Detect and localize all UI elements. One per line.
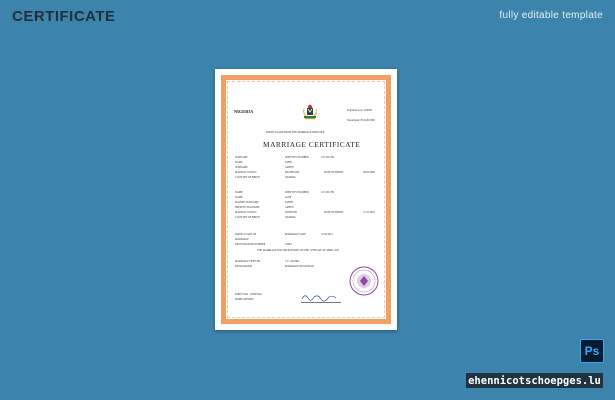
certificate-border [221, 75, 391, 324]
groom-dob-value: 09/03/1990 [363, 171, 375, 174]
officer-value: J. E. OKORO [285, 260, 300, 263]
certificate-content [231, 85, 381, 314]
bride-maiden-value: SMITH [285, 201, 294, 204]
home-affairs-label: HOME AFFAIRS [235, 298, 254, 301]
groom-row-key: IDENTITY NUMBER [285, 156, 309, 159]
groom-status-value: BACHELOR [285, 171, 299, 174]
certificate-title: MARRIAGE CERTIFICATE [263, 140, 361, 149]
watermark-label: ehennicotschoepges.lu [466, 373, 603, 388]
bride-status-value: SPINSTER [285, 211, 297, 214]
groom-country-value: NIGERIA [285, 176, 296, 179]
bride-surname-label: PRESENT SURNAME [235, 206, 260, 209]
bride-row-label: NAME [235, 191, 243, 194]
certificate-sheet [215, 69, 397, 330]
bride-country-label: COUNTRY OF BIRTH [235, 216, 260, 219]
signature-icon [301, 292, 337, 302]
marriage-label: MARRIAGE [235, 238, 249, 241]
page-title: CERTIFICATE [12, 8, 116, 25]
department-number: Department: ECZ2019388 [347, 119, 375, 122]
bride-name-label: NAME [235, 196, 243, 199]
registration-label: REGISTRATION NUMBER [235, 243, 266, 246]
official-seal-icon [349, 266, 379, 296]
signature-line [301, 302, 341, 303]
bride-maiden-label: MAIDEN SURNAME [235, 201, 259, 204]
bride-status-label: MARITAL STATUS [235, 211, 257, 214]
particulars-label: PARTICULARS OF [235, 233, 257, 236]
bride-surname-value: GREEN [285, 206, 294, 209]
groom-surname-value: GREEN [285, 166, 294, 169]
photoshop-icon: Ps [580, 339, 604, 363]
bride-dob-label: DATE OF BIRTH [324, 211, 343, 214]
page-subtitle: fully editable template [499, 10, 603, 21]
bride-name-value: JANE [285, 196, 292, 199]
officer-label: MARRIAGE OFFICER [235, 260, 261, 263]
designation-label: DESIGNATION [235, 265, 253, 268]
director-general-label: DIRECTOR - GENERAL [235, 293, 263, 296]
groom-surname-label: SURNAME [235, 166, 248, 169]
groom-country-label: COUNTRY OF BIRTH [235, 176, 260, 179]
registered-statement: THE MARRIAGE WAS REGISTERED ON THE 12TH DAY OF APRIL 2021 [257, 249, 340, 252]
marriage-date-value: 12/04/2021 [321, 233, 333, 236]
groom-name-label: NAME [235, 161, 243, 164]
bride-country-value: NIGERIA [285, 216, 296, 219]
register-reference: PARTICULARS FROM THE MARRIAGE REGISTER [266, 131, 325, 134]
groom-name-value: JOHN [285, 161, 292, 164]
marriage-date-label: MARRIAGE DATE [285, 233, 307, 236]
bride-row-value: 123 456 789 [321, 191, 334, 194]
groom-row-value: 123 456 789 [321, 156, 334, 159]
bride-dob-value: 11/03/1992 [363, 211, 375, 214]
coat-of-arms-icon [300, 101, 320, 121]
designation-value: MARRIAGE REGISTRAR [285, 265, 314, 268]
groom-status-label: MARITAL STATUS [235, 171, 257, 174]
country-label: NIGERIA [234, 109, 254, 114]
registration-number: Registration no: 000000 [347, 109, 373, 112]
bride-row-key: IDENTITY NUMBER [285, 191, 309, 194]
groom-dob-label: DATE OF BIRTH [324, 171, 343, 174]
registration-value: 72884 [285, 243, 292, 246]
groom-row-label: SURNAME [235, 156, 248, 159]
